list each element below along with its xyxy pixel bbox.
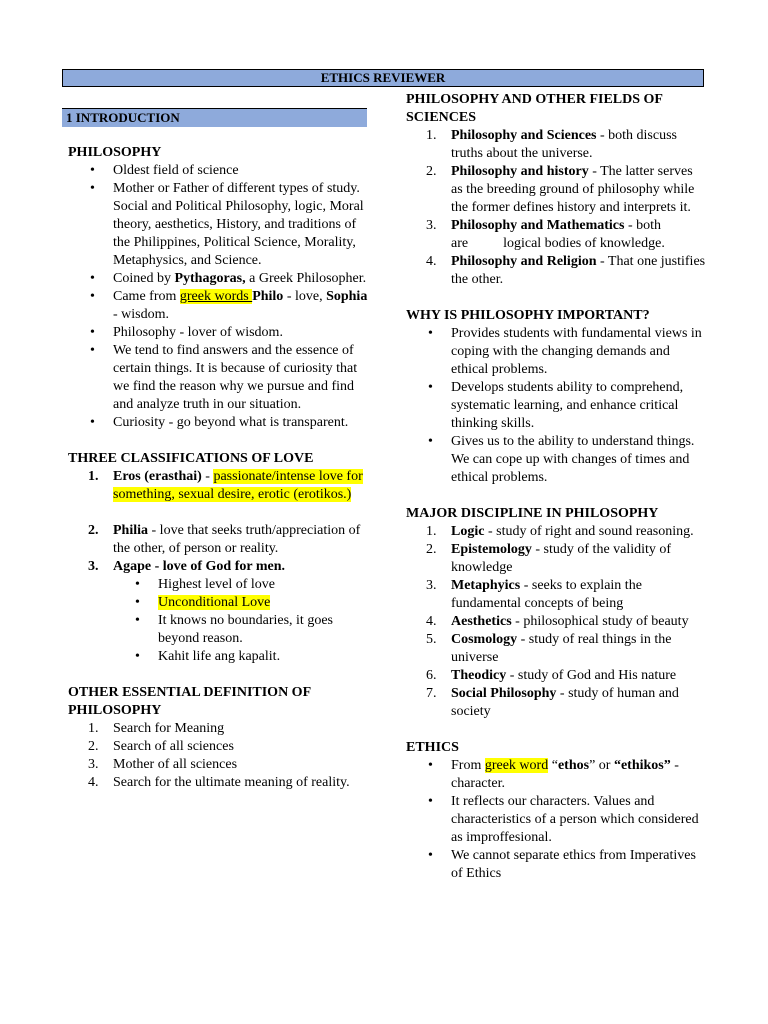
left-column (68, 144, 368, 792)
item-bold: Sophia (326, 289, 368, 304)
list-item (68, 720, 368, 738)
item-text: Coined by (113, 271, 175, 286)
list-item (406, 685, 706, 721)
item-bold: Epistemology (451, 542, 532, 557)
heading-other-definitions: OTHER ESSENTIAL DEFINITION OF PHILOSOPHY (68, 685, 311, 718)
list-item (406, 433, 706, 487)
item-text: Highest level of love (158, 577, 276, 592)
item-bold: Theodicy (451, 668, 507, 683)
philosophy-list (68, 162, 368, 432)
item-text: - love that seeks truth/appreciation of the other, of person or reality. (113, 523, 361, 556)
item-bold: Logic (451, 524, 485, 539)
list-item (406, 613, 706, 631)
item-text: a Greek Philosopher. (245, 271, 367, 286)
important-list (406, 325, 706, 487)
item-text: - That one justifies the other. (451, 254, 706, 287)
list-item (68, 576, 368, 594)
item-text: - love, (283, 289, 327, 304)
item-text: - seeks to explain the fundamental concepts of being (451, 578, 642, 611)
item-text: - character. (451, 758, 679, 791)
list-item (406, 793, 706, 847)
list-item (68, 180, 368, 270)
item-number: 1. (426, 524, 437, 539)
item-text: Came from (113, 289, 180, 304)
item-text: Oldest field of science (113, 163, 239, 178)
item-bold: Eros (erasthai) (113, 469, 202, 484)
list-item (68, 612, 368, 648)
item-number: 4. (426, 614, 437, 629)
list-item (406, 847, 706, 883)
heading-classifications-of-love: THREE CLASSIFICATIONS OF LOVE (68, 451, 314, 466)
list-item (68, 468, 368, 504)
list-item (406, 253, 706, 289)
item-bold: Social Philosophy (451, 686, 557, 701)
highlighted-text: passionate/intense love for something, sexual desire, erotic (erotikos.) (113, 469, 363, 502)
highlighted-text: greek word (484, 758, 549, 773)
list-item (406, 523, 706, 541)
right-column (406, 91, 706, 883)
list-item (406, 577, 706, 613)
list-item (68, 162, 368, 180)
heading-why-important: WHY IS PHILOSOPHY IMPORTANT? (406, 308, 650, 323)
item-text: Mother of all sciences (113, 757, 238, 772)
list-item (68, 270, 368, 288)
list-item (406, 541, 706, 577)
item-text: We tend to find answers and the essence of certain things. It is because of curiosity that we find the reason why we pursue and find and analyze truth in our situation. (113, 343, 358, 412)
item-bold: Philosophy and Religion (451, 254, 597, 269)
list-item (68, 342, 368, 414)
heading-ethics: ETHICS (406, 740, 459, 755)
list-item (406, 757, 706, 793)
list-item (406, 163, 706, 217)
list-item (68, 288, 368, 324)
discipline-list (406, 523, 706, 721)
item-bold: “ethikos” (613, 758, 671, 773)
item-text: - (201, 469, 214, 484)
item-text: - both discuss truths about the universe. (451, 128, 677, 161)
list-item (406, 379, 706, 433)
item-text: From (451, 758, 485, 773)
item-text: - study of right and sound reasoning. (484, 524, 694, 539)
item-text: “ (548, 758, 558, 773)
item-bold: Metaphyics (451, 578, 521, 593)
item-text: - The latter serves as the breeding ground of philosophy while the former defines history and interprets it. (451, 164, 695, 215)
list-item (68, 738, 368, 756)
item-bold: Philosophy and Sciences (451, 128, 597, 143)
item-number: 2. (426, 542, 437, 557)
list-item (68, 594, 368, 612)
list-item (406, 217, 706, 253)
item-text: ” or (589, 758, 614, 773)
item-text: - study of human and society (451, 686, 679, 719)
item-number: 7. (426, 686, 437, 701)
list-item (68, 522, 368, 558)
item-text: Curiosity - go beyond what is transparent. (113, 415, 349, 430)
item-text: - both are logical bodies of knowledge. (451, 218, 665, 251)
item-number: 1. (88, 721, 99, 736)
highlighted-text: Unconditional Love (158, 595, 271, 610)
item-text: - study of the validity of knowledge (451, 542, 672, 575)
list-item (68, 774, 368, 792)
item-text: It reflects our characters. Values and characteristics of a person which considered as improffesional. (451, 794, 699, 845)
love-list (68, 468, 368, 504)
love-list-cont (68, 522, 368, 576)
other-definitions-list (68, 720, 368, 792)
list-item (68, 414, 368, 432)
ethics-list (406, 757, 706, 883)
item-text: Gives us to the ability to understand things. We can cope up with changes of times and ethical problems. (451, 434, 695, 485)
item-text: It knows no boundaries, it goes beyond reason. (158, 613, 333, 646)
list-item (406, 127, 706, 163)
highlighted-text: greek words (179, 289, 253, 304)
list-item (68, 558, 368, 576)
item-text: Search of all sciences (113, 739, 234, 754)
item-number: 1. (88, 469, 99, 484)
item-number: 2. (88, 739, 99, 754)
list-item (68, 648, 368, 666)
list-item (406, 631, 706, 667)
item-number: 3. (88, 757, 99, 772)
list-item (406, 325, 706, 379)
list-item (406, 667, 706, 685)
item-text: Provides students with fundamental views in coping with the changing demands and ethical problems. (451, 326, 702, 377)
item-text: Search for Meaning (113, 721, 225, 736)
item-number: 4. (88, 775, 99, 790)
item-bold: Aesthetics (451, 614, 512, 629)
document-title: ETHICS REVIEWER (62, 69, 704, 87)
item-bold: Pythagoras, (174, 271, 246, 286)
item-bold: Philosophy and Mathematics (451, 218, 625, 233)
list-item (68, 756, 368, 774)
item-bold: Philo (252, 289, 284, 304)
item-bold: Philia (113, 523, 149, 538)
item-number: 3. (426, 578, 437, 593)
item-text: - wisdom. (113, 307, 169, 322)
item-number: 2. (426, 164, 437, 179)
item-text: Search for the ultimate meaning of reality. (113, 775, 350, 790)
section-header-introduction: 1 INTRODUCTION (62, 108, 367, 127)
fields-list (406, 127, 706, 289)
heading-other-fields: PHILOSOPHY AND OTHER FIELDS OF SCIENCES (406, 92, 663, 125)
list-item (68, 324, 368, 342)
item-number: 6. (426, 668, 437, 683)
item-bold: ethos (557, 758, 590, 773)
heading-philosophy: PHILOSOPHY (68, 145, 162, 160)
item-text: Mother or Father of different types of study. Social and Political Philosophy, logic, Moral theory, aesthetics, History, and traditions of the Philippines, Political Science, Morality, Metaphysics, and Science. (113, 181, 364, 268)
item-text: Kahit life ang kapalit. (158, 649, 281, 664)
item-text: Philosophy - lover of wisdom. (113, 325, 283, 340)
heading-major-discipline: MAJOR DISCIPLINE IN PHILOSOPHY (406, 506, 659, 521)
item-number: 5. (426, 632, 437, 647)
item-text: - study of real things in the universe (451, 632, 672, 665)
item-number: 1. (426, 128, 437, 143)
item-bold: Philosophy and history (451, 164, 589, 179)
item-number: 3. (426, 218, 437, 233)
item-number: 3. (88, 559, 99, 574)
item-bold: Agape - love of God for men. (113, 559, 285, 574)
item-number: 2. (88, 523, 99, 538)
item-number: 4. (426, 254, 437, 269)
agape-sublist (68, 576, 368, 666)
item-bold: Cosmology (451, 632, 518, 647)
item-text: Develops students ability to comprehend, systematic learning, and enhance critical thinking skills. (451, 380, 684, 431)
item-text: We cannot separate ethics from Imperatives of Ethics (451, 848, 696, 881)
item-text: - philosophical study of beauty (511, 614, 689, 629)
item-text: - study of God and His nature (506, 668, 677, 683)
